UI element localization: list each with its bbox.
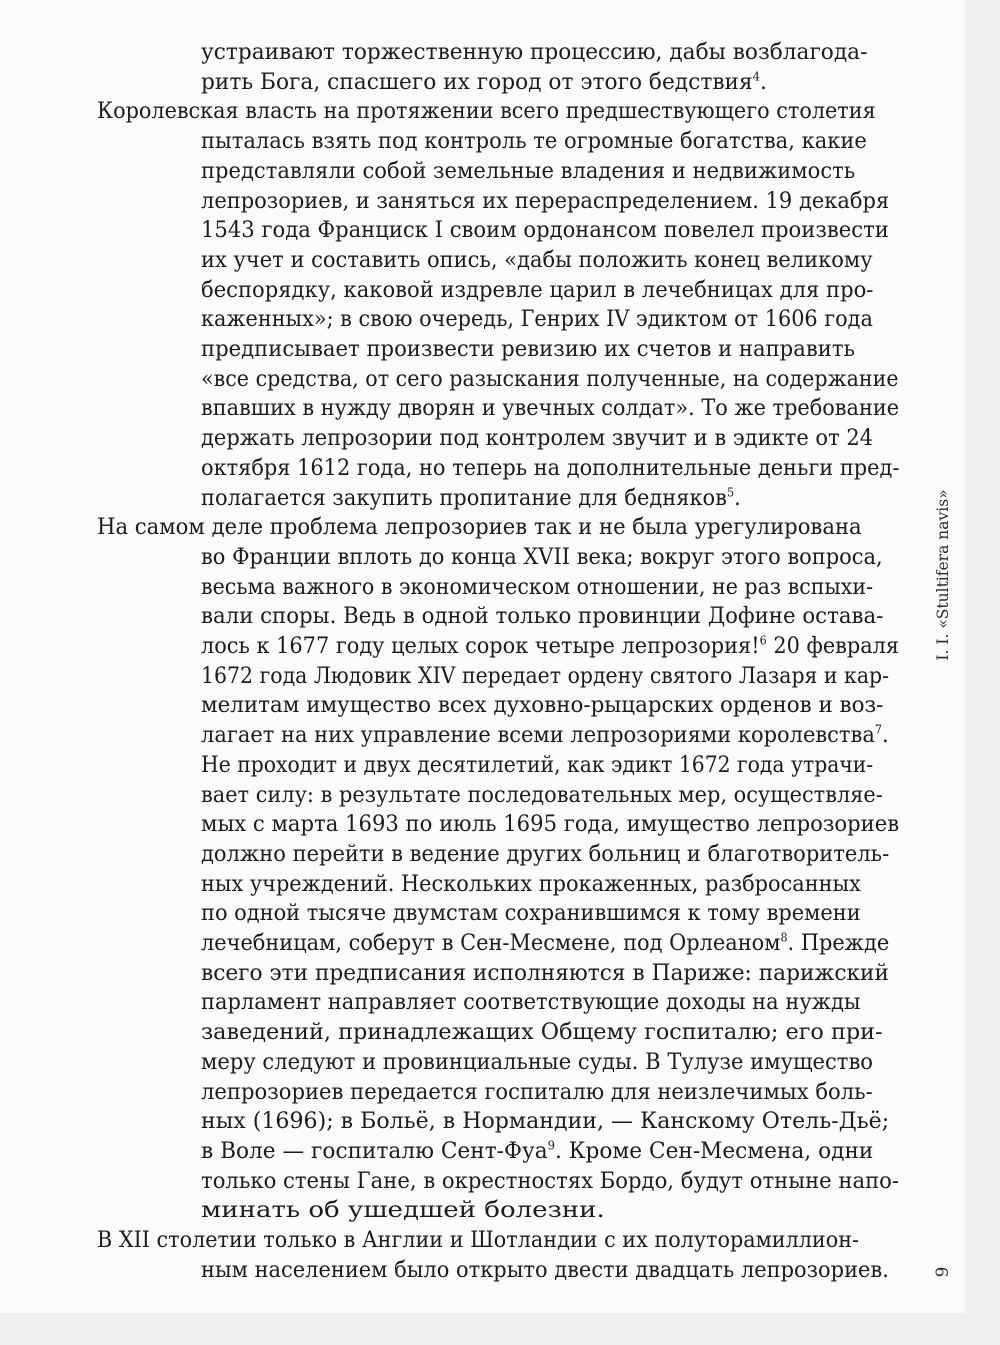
page-number-label: 9 (933, 1266, 953, 1278)
text-line (201, 246, 873, 276)
line-text: минать об ушедшей болезни. (201, 1197, 605, 1224)
line-text: 1672 года Людовик XIV передает ордену святого Лазаря и кар- (201, 662, 890, 689)
line-text: ным населением было открыто двести двадцать лепрозориев. (201, 1256, 889, 1283)
line-text: каженных»; в свою очередь, Генрих IV эдиктом от 1606 года (201, 306, 873, 333)
text-line (97, 1226, 859, 1256)
text-line (201, 157, 855, 187)
line-text: беспорядку, каковой издревле царил в лечебницах для про- (201, 276, 874, 303)
text-line (201, 1256, 889, 1286)
line-text: лечебницам, соберут в Сен-Месмене, под Орлеаном (201, 930, 781, 956)
line-text: октября 1612 года, но теперь на дополнительные деньги пред- (201, 454, 900, 481)
line-text: ных учреждений. Нескольких прокаженных, разбросанных (201, 870, 861, 897)
line-text-tail: . (760, 68, 767, 95)
footnote-marker: 4 (752, 69, 761, 84)
line-text: должно перейти в ведение других больниц и благотворитель- (201, 840, 890, 867)
line-text: пыталась взять под контроль те огромные богатства, какие (201, 128, 867, 155)
line-text: устраивают торжественную процессию, дабы возблагода- (201, 39, 868, 65)
text-line (201, 1048, 873, 1078)
text-line (201, 335, 855, 365)
line-text: их учет и составить опись, «дабы положить конец великому (201, 246, 873, 273)
line-text: во Франции вплоть до конца XVII века; вокруг этого вопроса, (201, 543, 883, 570)
line-text: вает силу: в результате последовательных мер, осуществляе- (201, 781, 883, 808)
text-line (201, 1107, 889, 1137)
text-line (201, 216, 889, 246)
text-line (201, 810, 899, 840)
text-line (201, 781, 883, 811)
text-line (201, 305, 873, 335)
line-text: лось к 1677 году целых сорок четыре лепрозория! (201, 633, 760, 659)
line-text: полагается закупить пропитание для бедняков (201, 484, 727, 511)
text-line (201, 1018, 883, 1048)
line-text: мых с марта 1693 по июль 1695 года, имущество лепрозориев (201, 811, 900, 838)
text-line (201, 187, 889, 217)
line-text: представляли собой земельные владения и недвижимость (201, 157, 856, 184)
text-line (201, 959, 889, 989)
text-line (201, 751, 873, 781)
text-line (201, 602, 883, 632)
line-text: по одной тысяче двумстам сохранившимся к тому времени (201, 900, 861, 927)
line-text: Королевская власть на протяжении всего предшествующего столетия (97, 98, 876, 125)
text-line (201, 662, 889, 692)
footnote-marker: 9 (547, 1138, 555, 1153)
text-line (201, 68, 767, 98)
footnote-marker: 6 (759, 633, 767, 648)
line-text: парламент направляет соответствующие доходы на нужды (201, 989, 861, 1016)
line-text: предписывает произвести ревизию их счетов и направить (201, 336, 856, 362)
text-line (201, 127, 867, 157)
text-line (97, 513, 862, 543)
line-text: держать лепрозории под контролем звучит и в эдикте от 24 (201, 425, 874, 452)
text-line (97, 97, 876, 127)
text-line (201, 276, 873, 306)
text-line (201, 394, 899, 424)
text-line (201, 840, 889, 870)
text-line (201, 573, 873, 603)
footnote-marker: 8 (780, 930, 788, 945)
line-text: «все средства, от сего разыскания полученные, на содержание (201, 365, 899, 392)
text-line (201, 365, 899, 395)
footnote-marker: 5 (726, 485, 735, 499)
line-text-tail: . Прежде (787, 930, 890, 956)
text-line (201, 899, 861, 929)
text-line (201, 929, 889, 959)
running-head-label: I. I. «Stultifera navis» (934, 489, 952, 661)
text-line (201, 543, 883, 573)
line-text: всего эти предписания исполняются в Париже: парижский (201, 959, 889, 986)
line-text-tail: . Кроме Сен-Месмена, одни (554, 1137, 874, 1164)
text-line (201, 632, 899, 662)
line-text: только стены Гане, в окрестностях Бордо, будут отныне напо- (201, 1167, 900, 1194)
text-line (201, 870, 861, 900)
line-text-tail: . (881, 722, 889, 749)
text-line (201, 988, 861, 1018)
line-text: Не проходит и двух десятилетий, как эдикт 1672 года утрачи- (201, 751, 874, 778)
text-line (201, 721, 889, 751)
line-text: меру следуют и провинциальные суды. В Тулузе имущество (201, 1048, 873, 1075)
text-line (201, 454, 899, 484)
text-line (201, 38, 867, 68)
line-text: весьма важного в экономическом отношении, не раз вспыхи- (201, 573, 874, 600)
line-text: вали споры. Ведь в одной только провинции Дофине остава- (201, 603, 884, 630)
footnote-marker: 7 (874, 722, 882, 737)
line-text: в Воле — госпиталю Сент-Фуа (201, 1137, 548, 1164)
text-line (201, 484, 741, 514)
text-line (201, 424, 873, 454)
text-line (201, 1078, 873, 1108)
line-text: лагает на них управление всеми лепрозориями королевства (201, 722, 875, 749)
line-text-tail: . (734, 484, 741, 511)
line-text: мелитам имущество всех духовно-рыцарских орденов и воз- (201, 692, 884, 719)
line-text: лепрозориев передается госпиталю для неизлечимых боль- (201, 1078, 873, 1105)
line-text: ных (1696); в Больё, в Нормандии, — Канскому Отель-Дьё; (201, 1108, 890, 1135)
text-line (201, 1137, 873, 1167)
line-text: 1543 года Франциск I своим ордонансом повелел произвести (201, 217, 889, 244)
line-text-tail: 20 февраля (766, 633, 900, 659)
line-text: На самом деле проблема лепрозориев так и не была урегулирована (97, 514, 862, 541)
text-line (201, 1167, 899, 1197)
text-line (201, 691, 883, 721)
line-text: В XII столетии только в Англии и Шотландии с их полуторамиллион- (97, 1227, 860, 1253)
line-text: заведений, принадлежащих Общему госпиталю; его при- (201, 1019, 883, 1046)
text-line (201, 1196, 605, 1226)
line-text: рить Бога, спасшего их город от этого бедствия (201, 68, 753, 95)
line-text: лепрозориев, и заняться их перераспределением. 19 декабря (201, 187, 890, 214)
line-text: впавших в нужду дворян и увечных солдат». То же требование (201, 395, 900, 422)
